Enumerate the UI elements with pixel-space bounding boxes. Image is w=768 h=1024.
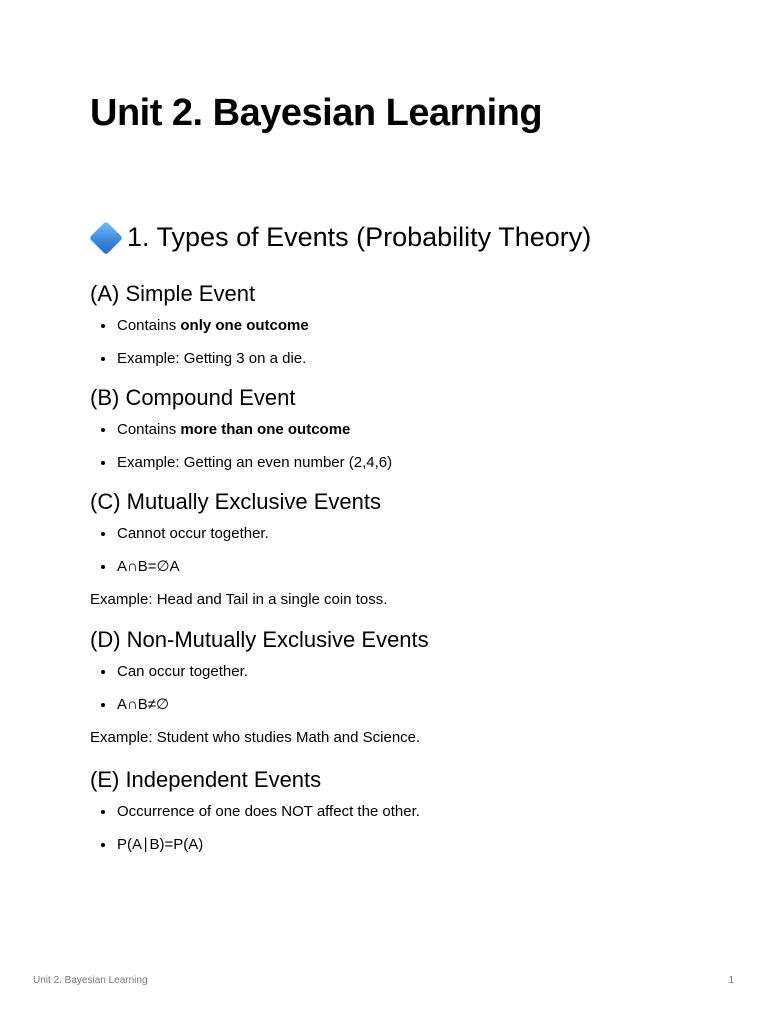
- non-mutually-exclusive-list: [90, 662, 710, 715]
- independent-events-heading: (E) Independent Events: [90, 767, 322, 792]
- independent-events-list: [90, 802, 710, 855]
- list-item: Example: Getting 3 on a die.: [117, 349, 710, 369]
- list-item-text: Contains: [117, 317, 181, 334]
- spacer: [90, 748, 710, 764]
- section-content: [90, 278, 710, 868]
- list-item: A∩B=∅A: [117, 557, 710, 577]
- list-item: Cannot occur together.: [117, 524, 710, 544]
- non-mutually-exclusive-example: Example: Student who studies Math and Science.: [90, 729, 421, 746]
- list-item-bold-text: more than one outcome: [180, 421, 351, 438]
- list-item: P(A∣B)=P(A): [117, 835, 710, 855]
- mutually-exclusive-list: [90, 524, 710, 577]
- compound-event-list: [90, 420, 710, 473]
- section-heading: [90, 222, 591, 253]
- list-item: Example: Getting an even number (2,4,6): [117, 453, 710, 473]
- list-item-bold-text: only one outcome: [180, 317, 309, 334]
- page-number: 1: [728, 975, 734, 986]
- section-heading-text: 1. Types of Events (Probability Theory): [127, 222, 592, 252]
- list-item-text: Contains: [117, 421, 181, 438]
- mutually-exclusive-example: Example: Head and Tail in a single coin toss.: [90, 591, 388, 608]
- list-item: [117, 316, 710, 336]
- list-item: A∩B≠∅: [117, 695, 710, 715]
- list-item: [117, 420, 710, 440]
- list-item: Can occur together.: [117, 662, 710, 682]
- blue-diamond-icon: [89, 221, 123, 255]
- footer-title: Unit 2. Bayesian Learning: [33, 975, 148, 986]
- list-item: Occurrence of one does NOT affect the other.: [117, 802, 710, 822]
- mutually-exclusive-heading: (C) Mutually Exclusive Events: [90, 489, 381, 514]
- simple-event-list: [90, 316, 710, 369]
- simple-event-heading: (A) Simple Event: [90, 281, 256, 306]
- page-title: Unit 2. Bayesian Learning: [90, 92, 543, 134]
- spacer: [90, 610, 710, 624]
- non-mutually-exclusive-heading: (D) Non-Mutually Exclusive Events: [90, 627, 429, 652]
- compound-event-heading: (B) Compound Event: [90, 385, 296, 410]
